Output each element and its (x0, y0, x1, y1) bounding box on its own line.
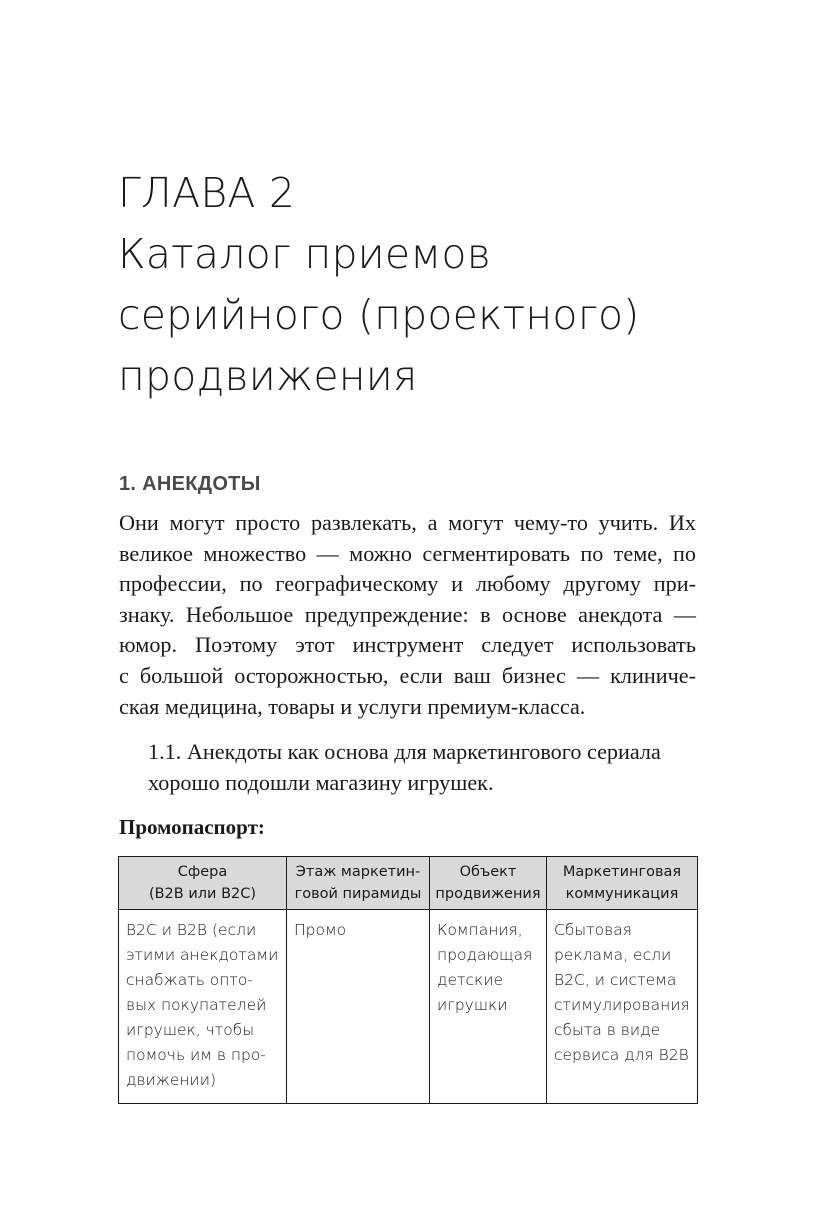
cell-line: игрушки (437, 996, 508, 1014)
cell-line: сбыта в виде (554, 1021, 661, 1039)
table-row (119, 910, 698, 1104)
cell-line: детские (437, 971, 504, 989)
header-line: Маркетинговая (562, 864, 682, 880)
cell-line: Сбытовая (554, 921, 632, 939)
cell-sphere (119, 910, 287, 1104)
header-line: (B2B или B2C) (148, 886, 257, 902)
cell-line: этими анекдотами (126, 946, 279, 964)
paragraph-line: профессии, по географическому и любому другому при- (119, 571, 696, 597)
cell-line: стимулирования (554, 996, 690, 1014)
cell-line: игрушек, чтобы (126, 1021, 255, 1039)
sub-item-line: хорошо подошли магазину игрушек. (148, 769, 494, 795)
header-line: говой пирамиды (294, 886, 422, 902)
chapter-title-line-1: Каталог приемов (118, 230, 491, 278)
cell-line: сервиса для B2B (554, 1046, 689, 1064)
header-sphere (119, 857, 287, 910)
cell-marketing-communication (547, 910, 698, 1104)
cell-promotion-object (430, 910, 547, 1104)
header-marketing-communication (547, 857, 698, 910)
paragraph-line: Они могут просто развлекать, а могут чему-то учить. Их (119, 510, 696, 535)
header-line: продвижения (435, 886, 541, 902)
section-heading: 1. АНЕКДОТЫ (119, 473, 261, 495)
paragraph-line: ская медицина, товары и услуги премиум-класса. (119, 693, 586, 719)
cell-line: B2C и B2B (если (126, 921, 257, 939)
header-promotion-object (430, 857, 547, 910)
paragraph-line: великое множество — можно сегментировать по теме, по (119, 540, 696, 566)
chapter-number: ГЛАВА 2 (118, 169, 296, 217)
chapter-title-line-3: продвижения (118, 352, 418, 400)
cell-line: Компания, (437, 921, 523, 939)
paragraph-line: юмор. Поэтому этот инструмент следует использовать (119, 632, 696, 658)
cell-line: вых покупателей (126, 996, 267, 1014)
cell-line: Промо (294, 921, 347, 939)
chapter-title-line-2: серийного (проектного) (118, 291, 640, 339)
promo-passport-label: Промопаспорт: (119, 815, 265, 839)
header-line: Объект (459, 864, 517, 880)
paragraph-line: знаку. Небольшое предупреждение: в основе анекдота — (119, 601, 696, 627)
header-line: Сфера (177, 864, 228, 880)
header-line: Этаж маркетин- (295, 864, 421, 880)
chapter-title (118, 163, 738, 407)
cell-line: движении) (126, 1071, 217, 1089)
body-paragraph (119, 508, 696, 722)
cell-line: помочь им в про- (126, 1046, 266, 1064)
promo-passport-table (118, 856, 698, 1104)
header-pyramid-level (287, 857, 430, 910)
cell-line: B2C, и система (554, 971, 677, 989)
cell-line: продающая (437, 946, 533, 964)
header-line: коммуникация (565, 886, 679, 902)
sub-item-line: 1.1. Анекдоты как основа для маркетингового сериала (148, 739, 661, 764)
cell-line: реклама, если (554, 946, 672, 964)
paragraph-line: с большой осторожностью, если ваш бизнес — клиниче- (119, 662, 696, 688)
cell-pyramid-level (287, 910, 430, 1104)
sub-item-paragraph (148, 737, 696, 798)
table-header-row (119, 857, 698, 910)
cell-line: снабжать опто- (126, 971, 253, 989)
